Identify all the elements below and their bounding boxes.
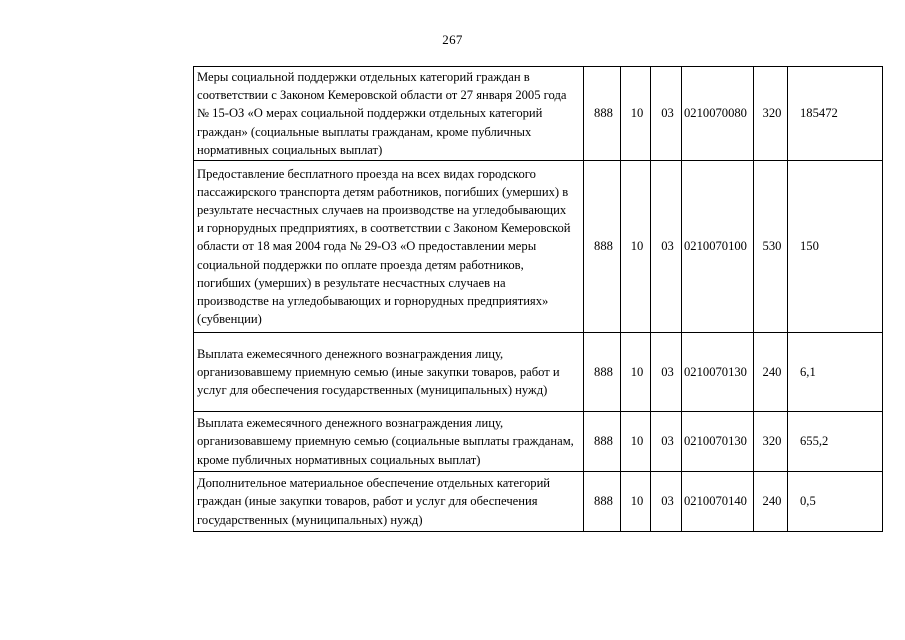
section-code-cell: 10 [621,412,651,472]
table-row [194,67,883,161]
section-code-cell: 10 [621,67,651,161]
subsection-code-cell: 03 [651,67,682,161]
amount-cell: 655,2 [788,412,883,472]
row-name-cell: Выплата ежемесячного денежного вознаграждения лицу, организовавшему приемную семью (социальные выплаты гражданам, кроме публичных нормативных социальных выплат) [194,412,584,472]
section-code-cell: 10 [621,472,651,532]
budget-table [193,66,883,532]
row-name-cell: Дополнительное материальное обеспечение отдельных категорий граждан (иные закупки товаров, работ и услуг для обеспечения государственных (муниципальных) нужд) [194,472,584,532]
page-number: 267 [442,32,463,47]
grbs-code-cell: 888 [584,472,621,532]
amount-cell: 0,5 [788,472,883,532]
amount-cell: 150 [788,161,883,333]
grbs-code-cell: 888 [584,333,621,412]
target-article-cell: 0210070130 [682,412,754,472]
table-row [194,333,883,412]
row-name-cell: Предоставление бесплатного проезда на всех видах городского пассажирского транспорта детям работников, погибших (умерших) в результате несчастных случаев на производстве на угледобывающих и горнорудных предприятиях, в соответствии с Законом Кемеровской области от 18 мая 2004 года № 29-ОЗ «О предоставлении меры социальной поддержки по оплате проезда детям работников, погибших (умерших) в результате несчастных случаев на производстве на угледобывающих и горнорудных предприятиях» (субвенции) [194,161,584,333]
subsection-code-cell: 03 [651,161,682,333]
table-row [194,161,883,333]
subsection-code-cell: 03 [651,472,682,532]
grbs-code-cell: 888 [584,412,621,472]
row-name-cell: Меры социальной поддержки отдельных категорий граждан в соответствии с Законом Кемеровской области от 27 января 2005 года № 15-ОЗ «О мерах социальной поддержки отдельных категорий граждан» (социальные выплаты гражданам, кроме публичных нормативных социальных выплат) [194,67,584,161]
target-article-cell: 0210070130 [682,333,754,412]
grbs-code-cell: 888 [584,161,621,333]
target-article-cell: 0210070140 [682,472,754,532]
expense-type-cell: 530 [754,161,788,333]
subsection-code-cell: 03 [651,333,682,412]
amount-cell: 6,1 [788,333,883,412]
table-row [194,412,883,472]
expense-type-cell: 320 [754,412,788,472]
subsection-code-cell: 03 [651,412,682,472]
expense-type-cell: 240 [754,333,788,412]
grbs-code-cell: 888 [584,67,621,161]
table-row [194,472,883,532]
expense-type-cell: 240 [754,472,788,532]
section-code-cell: 10 [621,333,651,412]
target-article-cell: 0210070100 [682,161,754,333]
target-article-cell: 0210070080 [682,67,754,161]
section-code-cell: 10 [621,161,651,333]
row-name-cell: Выплата ежемесячного денежного вознаграждения лицу, организовавшему приемную семью (иные закупки товаров, работ и услуг для обеспечения государственных (муниципальных) нужд) [194,333,584,412]
amount-cell: 185472 [788,67,883,161]
expense-type-cell: 320 [754,67,788,161]
